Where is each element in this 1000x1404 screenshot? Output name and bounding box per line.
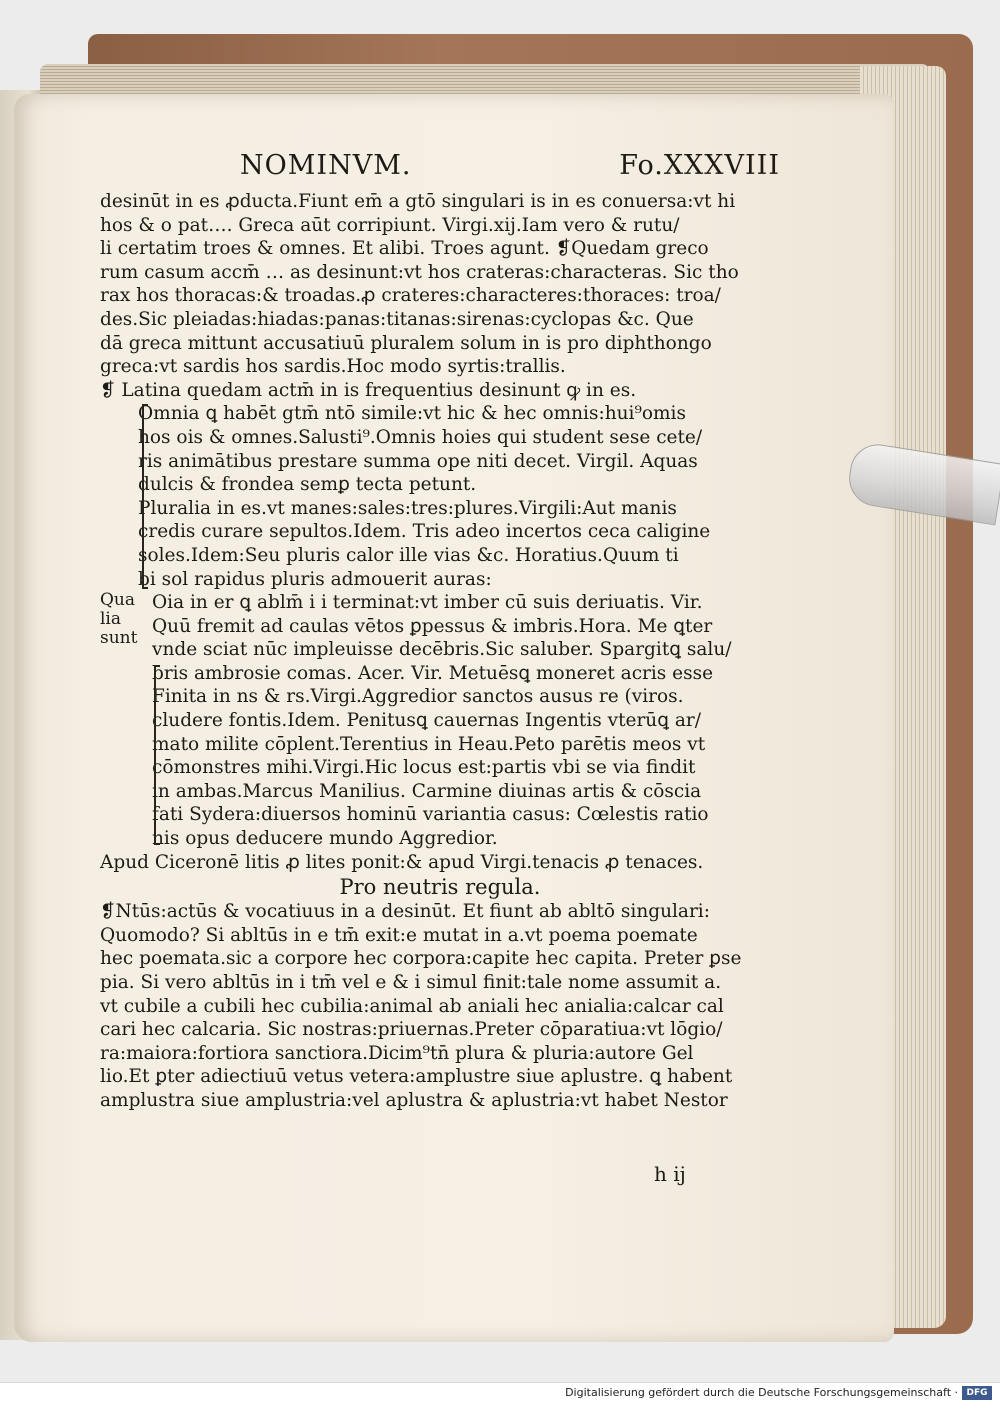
text-line: ❡Ntūs:actūs & vocatiuus in a desinūt. Et fiunt ab abltō singulari: [100,901,710,923]
text-line: Quū fremit ad caulas vētos ꝑpessus & imbris.Hora. Me ꝗter [152,615,713,637]
text-line: dulcis & frondea semꝑ tecta petunt. [138,474,477,496]
text-line: greca:vt sardis hos sardis.Hoc modo syrtis:trallis. [100,356,566,378]
text-line: mato milite cōplent.Terentius in Heau.Peto parētis meos vt [152,733,706,755]
text-line: cari hec calcaria. Sic nostras:priuernas.Preter cōparatiua:vt lōgio/ [100,1019,723,1041]
text-line: Omnia ꝗ habēt gtm̄ ntō simile:vt hic & hec omnis:hui⁹omis [138,403,686,425]
margin-note [100,591,140,648]
text-line: cludere fontis.Idem. Penitusꝗ cauernas Ingentis vterūꝗ ar/ [152,710,701,732]
running-head: NOMINVM. [240,150,412,181]
text-line: fati Sydera:diuersos hominū variantia casus: Cœlestis ratio [152,804,709,826]
bracket-group-c [100,591,760,851]
text-line: soles.Idem:Seu pluris calor ille vias &c. Horatius.Quum ti [138,544,679,566]
signature-mark: h ij [654,1162,686,1186]
text-line: ris animātibus prestare summa ope niti decet. Virgil. Aquas [138,450,698,472]
text-line: credis curare sepultos.Idem. Tris adeo incertos ceca caligine [138,521,711,543]
folio-number: Fo.XXXVIII [619,150,780,181]
text-line: hos & o pat…. Greca aūt corripiunt. Virgi.xij.Iam vero & rutu/ [100,214,680,236]
text-line: ra:maiora:fortiora sanctiora.Dicim⁹tn̄ plura & pluria:autore Gel [100,1042,694,1064]
text-line: dā greca mittunt accusatiuū pluralem solum in is pro diphthongo [100,332,712,354]
text-line: li certatim troes & omnes. Et alibi. Troes agunt. ❡Quedam greco [100,238,709,260]
text-line: in ambas.Marcus Manilius. Carmine diuinas artis & cōscia [152,780,702,802]
bracket [154,665,162,845]
text-line: hos ois & omnes.Salusti⁹.Omnis hoies qui student sese cete/ [138,426,703,448]
bracket [142,404,150,589]
text-line: amplustra siue amplustria:vel aplustra & aplustria:vt habet Nestor [100,1089,728,1111]
text-line: des.Sic pleiadas:hiadas:panas:titanas:sirenas:cyclopas &c. Que [100,308,694,330]
text-line: rum casum accm̄ … as desinunt:vt hos crateras:characteras. Sic tho [100,261,739,283]
text-line: pia. Si vero abltūs in i tm̄ vel e & i simul finit:tale nome assumit a. [100,972,722,993]
footer-bar [0,1382,1000,1404]
text-line: bris ambrosie comas. Acer. Vir. Metuēsꝗ moneret acris esse [152,662,714,684]
text-line: rax hos thoracas:& troadas.ꝓ crateres:characteres:thoraces: troa/ [100,285,721,307]
text-line: cōmonstres mihi.Virgi.Hic locus est:partis vbi se via findit [152,757,696,779]
text-line: Quomodo? Si abltūs in e tm̄ exit:e mutat in a.vt poema poemate [100,924,698,946]
margin-note-line: sunt [100,628,138,649]
text-line: nis opus deducere mundo Aggredior. [152,828,498,850]
text-line: vt cubile a cubili hec cubilia:animal ab aniali hec anialia:calcar cal [100,995,724,1017]
text-lines [100,190,760,1113]
footer-credit: Digitalisierung gefördert durch die Deutsche Forschungsgemeinschaft · [565,1386,958,1399]
text-line: desinūt in es ꝓducta.Fiunt em̄ a gtō singulari is in es conuersa:vt hi [100,191,736,212]
text-line: ❡ Latina quedam actm̄ in is frequentius desinunt ꝙ in es. [100,379,637,401]
margin-note-line: Qua [100,590,136,611]
text-line: Pluralia in es.vt manes:sales:tres:plures.Virgili:Aut manis [138,497,677,519]
text-line: lio.Et ꝑter adiectiuū vetus vetera:amplustre siue aplustre. ꝗ habent [100,1066,733,1088]
text-line: bi sol rapidus pluris admouerit auras: [138,568,492,590]
text-line: Oia in er ꝗ ablm̄ i i terminat:vt imber cū suis deriuatis. Vir. [152,592,703,614]
bracket-group-b [100,402,760,591]
dfg-logo-icon: DFG [962,1386,992,1400]
section-heading: Pro neutris regula. [339,875,541,900]
text-line: hec poemata.sic a corpore hec corpora:capite hec capita. Preter ꝑse [100,948,742,970]
page-header [240,150,780,190]
text-line: vnde sciat nūc impleuisse decēbris.Sic saluber. Spargitꝗ salu/ [152,639,732,661]
text-line: Finita in ns & rs.Virgi.Aggredior sanctos ausus re (viros. [152,686,684,708]
text-line: Apud Ciceronē litis ꝓ lites ponit:& apud Virgi.tenacis ꝓ tenaces. [100,851,704,873]
margin-note-line: lia [100,609,122,630]
